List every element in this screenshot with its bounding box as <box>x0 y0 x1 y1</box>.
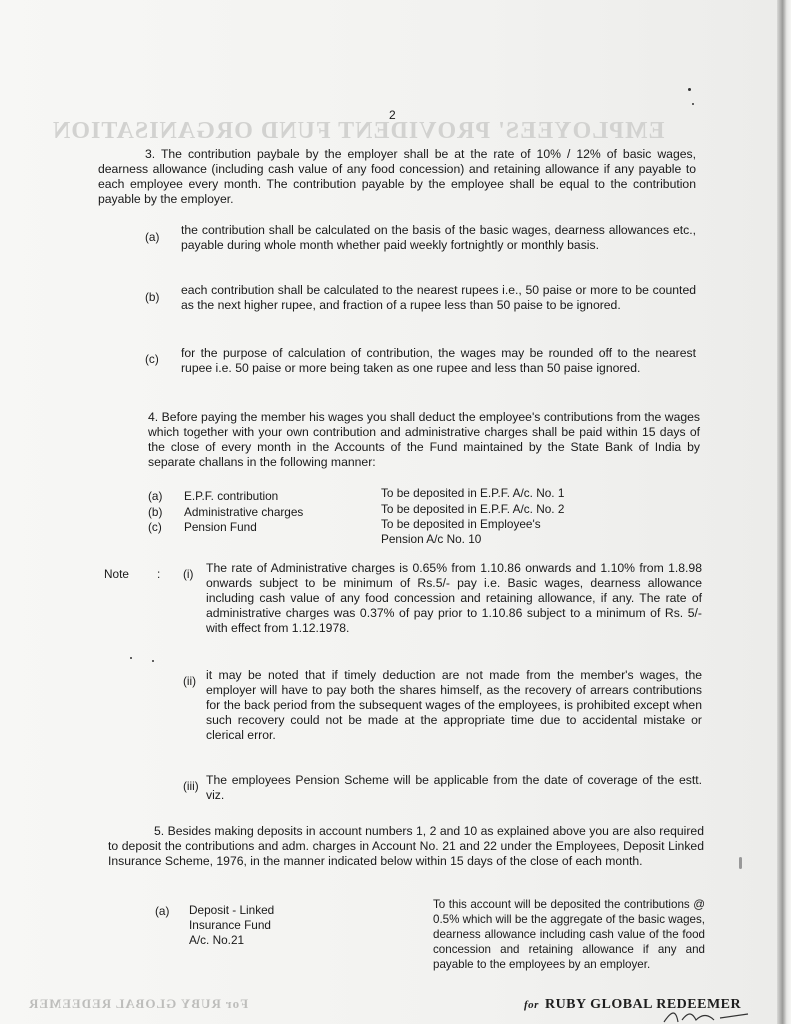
paragraph-3: 3. The contribution paybale by the employer shall be at the rate of 10% / 12% of basic wages, dearness allowance (including cash value of any food concession) and retaining allowance if any payable to each employee every month. The contribution payable by the employee shall be equal to the contribution payable by the employer. <box>98 147 696 206</box>
para5-item-a-marker: (a) <box>155 904 170 918</box>
show-through-footer: For RUBY GLOBAL REDEEMER <box>28 996 249 1011</box>
para4-row-b-label: Administrative charges <box>184 505 304 519</box>
paragraph-5: 5. Besides making deposits in account numbers 1, 2 and 10 as explained above you are also required to deposit the contributions and adm. charges in Account No. 21 and 22 under the Employees, Deposit Linked Insurance Scheme, 1976, in the manner indicated below within 15 days of the close of each month. <box>108 824 704 868</box>
scan-speck <box>692 103 694 105</box>
para4-row-a-label: E.P.F. contribution <box>184 489 279 503</box>
note-item-iii-marker: (iii) <box>183 779 199 793</box>
note-item-ii-text: it may be noted that if timely deduction are not made from the member's wages, the employer will have to pay both the shares himself, as the recovery of arrears contributions for the back period from the subsequent wages of the employees, is prohibited except when such recovery could not be made at the appropriate time due to accidental mistake or clerical error. <box>206 668 702 742</box>
show-through-header: EMPLOYEES' PROVIDENT FUND ORGANISATION <box>52 118 665 144</box>
para3-item-b-marker: (b) <box>145 290 160 304</box>
paragraph-4: 4. Before paying the member his wages you shall deduct the employee's contributions from the wages which together with your own contribution and administrative charges shall be paid within 15 days of the close of every month in the Accounts of the Fund maintained by the State Bank of India by separate challans in the following manner: <box>148 410 700 469</box>
page-number: 2 <box>389 108 396 122</box>
para4-row-b-value: To be deposited in E.P.F. A/c. No. 2 <box>381 502 565 516</box>
note-item-i-marker: (i) <box>183 567 194 581</box>
page-edge-shadow <box>777 0 791 1024</box>
scan-speck <box>130 657 132 659</box>
para3-item-b-text: each contribution shall be calculated to the nearest rupees i.e., 50 paise or more to be counted as the next higher rupee, and fraction of a rupee less than 50 paise to be ignored. <box>181 283 696 312</box>
note-colon: : <box>157 567 161 581</box>
note-label: Note <box>104 567 129 581</box>
scan-speck <box>152 660 154 662</box>
scan-speck <box>739 857 742 869</box>
stamp-for: for <box>524 999 539 1011</box>
para4-row-c-value: To be deposited in Employee's <box>381 517 541 531</box>
para3-item-a-text: the contribution shall be calculated on the basis of the basic wages, dearness allowances etc., payable during whole month whether paid weekly fortnightly or monthly basis. <box>181 223 696 252</box>
scan-speck <box>688 88 691 91</box>
para4-row-b-marker: (b) <box>148 505 163 519</box>
para4-row-c-label: Pension Fund <box>184 520 257 534</box>
signature-scribble <box>662 1008 752 1024</box>
para3-item-c-marker: (c) <box>145 352 159 366</box>
note-item-ii-marker: (ii) <box>183 674 197 688</box>
para4-row-c-value-2: Pension A/c No. 10 <box>381 532 482 546</box>
note-item-i-text: The rate of Administrative charges is 0.65% from 1.10.86 onwards and 1.10% from 1.8.98 onwards subject to be minimum of Rs.5/- pay i.e. Basic wages, dearness allowance including cash value of any food concession and retaining allowance, if any. The rate of administrative charges was 0.37% of pay prior to 1.10.86 subject to a minimum of Rs. 5/- with effect from 1.12.1978. <box>206 561 702 635</box>
para5-item-a-label-line-2: Insurance Fund <box>189 918 271 932</box>
para4-row-a-value: To be deposited in E.P.F. A/c. No. 1 <box>381 486 565 500</box>
note-item-iii-text: The employees Pension Scheme will be applicable from the date of coverage of the estt. viz. <box>206 773 702 802</box>
stamp-company-name: RUBY GLOBAL REDEEMER <box>544 997 742 1012</box>
para4-row-a-marker: (a) <box>148 489 163 503</box>
para4-row-c-marker: (c) <box>148 520 162 534</box>
para5-item-a-label-line-1: Deposit - Linked <box>189 903 275 917</box>
para5-item-a-label-line-3: A/c. No.21 <box>189 933 245 947</box>
para3-item-a-marker: (a) <box>145 230 160 244</box>
para3-item-c-text: for the purpose of calculation of contribution, the wages may be rounded off to the nearest rupee i.e. 50 paise or more being taken as one rupee and less than 50 paise ignored. <box>181 346 696 375</box>
para5-item-a-value: To this account will be deposited the contributions @ 0.5% which will be the aggregate of the basic wages, dearness allowance including cash value of the food concession and retaining allowance if any and payable to the employees by an employer. <box>433 898 705 971</box>
